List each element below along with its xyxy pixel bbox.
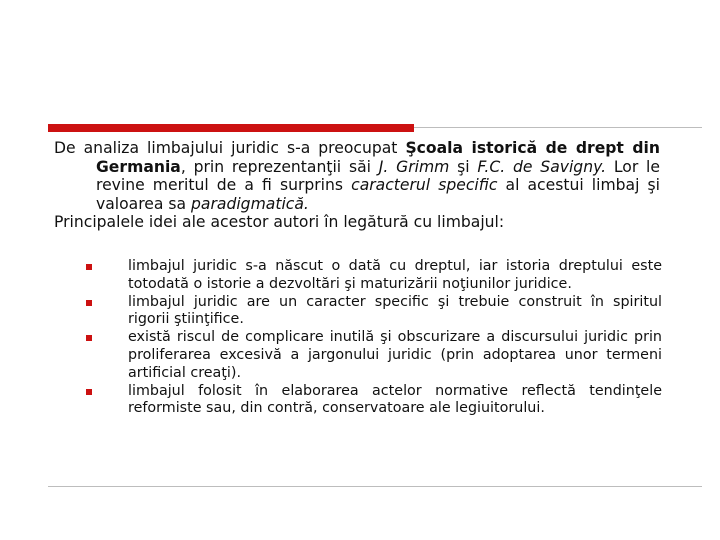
square-bullet-icon [86,300,92,306]
paradigmatic: paradigmatică. [191,194,309,213]
square-bullet-icon [86,264,92,270]
list-item-text: limbajul juridic are un caracter specific şi trebuie construit în spiritul rigorii ştiinţifice. [128,293,662,328]
list-item [86,258,662,294]
intro-part4: Lor le revine meritul de a fi surprins [96,157,660,194]
specific-character: caracterul specific [351,176,498,194]
list-item [86,329,662,382]
intro-part1: De analiza limbajului juridic s-a preocupat [54,139,406,157]
bottom-gray-rule [48,486,702,487]
author-grimm: J. Grimm [378,157,450,176]
ideas-list [86,258,662,418]
square-bullet-icon [86,389,92,395]
intro-part3: şi [449,157,478,176]
list-item [86,294,662,330]
intro-part2: , prin reprezentanţii săi [180,157,379,176]
list-item-text: limbajul juridic s-a născut o dată cu dreptul, iar istoria dreptului este totodată o istorie a dezvoltări şi maturizării noţiunilor juridice. [128,258,662,292]
intro-part5: al acestui limbaj şi valoarea sa [96,176,660,213]
list-item [86,383,662,419]
top-red-rule [48,124,414,132]
square-bullet-icon [86,335,92,341]
slide-body [54,139,660,232]
list-item-text: limbajul folosit în elaborarea actelor normative reflectă tendinţele reformiste sau, din contră, conservatoare ale legiuitorului. [128,382,662,417]
top-gray-rule [414,127,702,128]
intro-paragraph [54,139,660,213]
lead-paragraph: Principalele idei ale acestor autori în legătură cu limbajul: [54,213,505,231]
author-savigny: F.C. de Savigny. [477,157,607,176]
list-item-text: există riscul de complicare inutilă şi obscurizare a discursului juridic prin proliferarea excesivă a jargonului juridic (prin adoptarea unor termeni artificial creaţi). [128,329,662,381]
school-name: Şcoala istorică de drept din Germania [96,139,660,176]
